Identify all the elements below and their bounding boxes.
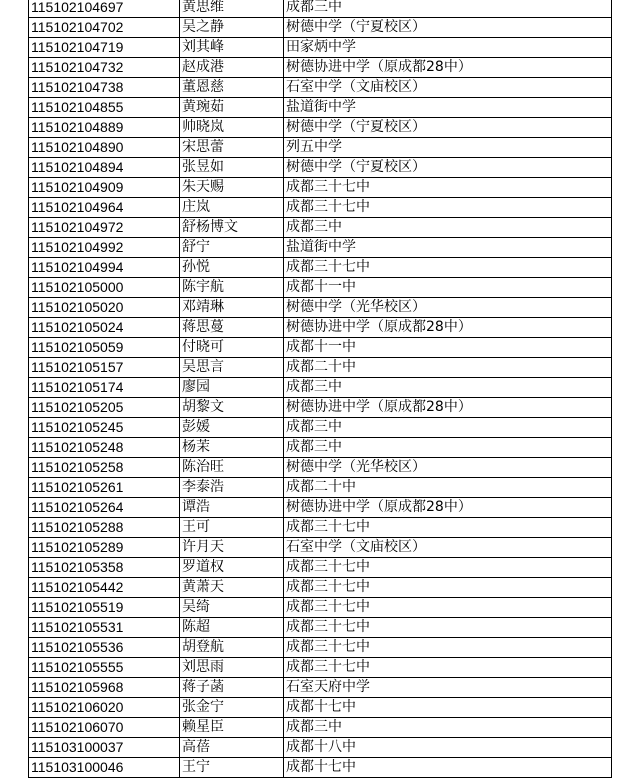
school-name-cell: 树德中学（宁夏校区）	[284, 158, 612, 178]
exam-id-cell: 115102105968	[29, 678, 180, 698]
school-name-cell: 成都十一中	[284, 338, 612, 358]
student-name-cell: 张昱如	[180, 158, 284, 178]
school-name-cell: 盐道街中学	[284, 238, 612, 258]
school-name-cell: 树德中学（宁夏校区）	[284, 18, 612, 38]
exam-id-cell: 115102105442	[29, 578, 180, 598]
table-row	[29, 198, 612, 218]
table-row	[29, 358, 612, 378]
exam-id-cell: 115102105059	[29, 338, 180, 358]
table-row	[29, 398, 612, 418]
school-name-cell: 成都三中	[284, 418, 612, 438]
student-name-cell: 董恩慈	[180, 78, 284, 98]
school-name-cell: 成都三十七中	[284, 178, 612, 198]
table-row	[29, 278, 612, 298]
table-row	[29, 38, 612, 58]
school-name-cell: 树德协进中学（原成都28中）	[284, 58, 612, 78]
table-row	[29, 318, 612, 338]
school-name-cell: 盐道街中学	[284, 98, 612, 118]
exam-id-cell: 115102105020	[29, 298, 180, 318]
student-school-table	[28, 0, 612, 778]
exam-id-cell: 115102104719	[29, 38, 180, 58]
table-row	[29, 158, 612, 178]
table-row	[29, 698, 612, 718]
exam-id-cell: 115102105288	[29, 518, 180, 538]
school-name-cell: 成都三中	[284, 438, 612, 458]
table-row	[29, 658, 612, 678]
table-row	[29, 218, 612, 238]
exam-id-cell: 115102105264	[29, 498, 180, 518]
exam-id-cell: 115102105024	[29, 318, 180, 338]
student-name-cell: 孙悦	[180, 258, 284, 278]
exam-id-cell: 115102105258	[29, 458, 180, 478]
table-body	[29, 0, 612, 778]
table-row	[29, 58, 612, 78]
student-name-cell: 黄思维	[180, 0, 284, 18]
table-row	[29, 678, 612, 698]
table-row	[29, 18, 612, 38]
exam-id-cell: 115102105157	[29, 358, 180, 378]
student-name-cell: 黄萧天	[180, 578, 284, 598]
school-name-cell: 成都三十七中	[284, 598, 612, 618]
exam-id-cell: 115102105531	[29, 618, 180, 638]
school-name-cell: 成都二十中	[284, 478, 612, 498]
student-name-cell: 廖园	[180, 378, 284, 398]
student-name-cell: 胡黎文	[180, 398, 284, 418]
table-row	[29, 338, 612, 358]
student-name-cell: 黄琬茹	[180, 98, 284, 118]
school-name-cell: 成都三十七中	[284, 558, 612, 578]
school-name-cell: 成都三十七中	[284, 258, 612, 278]
student-name-cell: 胡登航	[180, 638, 284, 658]
exam-id-cell: 115102105174	[29, 378, 180, 398]
table-row	[29, 418, 612, 438]
student-name-cell: 王可	[180, 518, 284, 538]
table-row	[29, 438, 612, 458]
school-name-cell: 列五中学	[284, 138, 612, 158]
student-name-cell: 付晓可	[180, 338, 284, 358]
student-name-cell: 刘其峰	[180, 38, 284, 58]
table-row	[29, 498, 612, 518]
student-name-cell: 邓靖琳	[180, 298, 284, 318]
school-name-cell: 成都三中	[284, 0, 612, 18]
student-name-cell: 刘思雨	[180, 658, 284, 678]
table-row	[29, 118, 612, 138]
student-name-cell: 吴之静	[180, 18, 284, 38]
exam-id-cell: 115102104992	[29, 238, 180, 258]
school-name-cell: 成都三十七中	[284, 658, 612, 678]
student-name-cell: 舒杨博文	[180, 218, 284, 238]
table-row	[29, 78, 612, 98]
school-name-cell: 成都三中	[284, 718, 612, 738]
school-name-cell: 树德协进中学（原成都28中）	[284, 398, 612, 418]
exam-id-cell: 115102104909	[29, 178, 180, 198]
student-name-cell: 王宁	[180, 758, 284, 778]
exam-id-cell: 115102104894	[29, 158, 180, 178]
school-name-cell: 成都十七中	[284, 758, 612, 778]
student-name-cell: 舒宁	[180, 238, 284, 258]
exam-id-cell: 115102105261	[29, 478, 180, 498]
exam-id-cell: 115102105205	[29, 398, 180, 418]
student-name-cell: 陈治旺	[180, 458, 284, 478]
table-row	[29, 258, 612, 278]
table-row	[29, 638, 612, 658]
student-name-cell: 蒋思蔓	[180, 318, 284, 338]
student-name-cell: 陈超	[180, 618, 284, 638]
table-row	[29, 598, 612, 618]
school-name-cell: 石室中学（文庙校区）	[284, 78, 612, 98]
school-name-cell: 树德协进中学（原成都28中）	[284, 318, 612, 338]
exam-id-cell: 115102105555	[29, 658, 180, 678]
school-name-cell: 树德中学（宁夏校区）	[284, 118, 612, 138]
table-row	[29, 0, 612, 18]
school-name-cell: 成都三十七中	[284, 578, 612, 598]
table-row	[29, 758, 612, 778]
school-name-cell: 成都三十七中	[284, 618, 612, 638]
student-name-cell: 杨茉	[180, 438, 284, 458]
school-name-cell: 树德中学（光华校区）	[284, 458, 612, 478]
student-name-cell: 高蓓	[180, 738, 284, 758]
exam-id-cell: 115102105519	[29, 598, 180, 618]
exam-id-cell: 115102104890	[29, 138, 180, 158]
student-name-cell: 罗道权	[180, 558, 284, 578]
exam-id-cell: 115102105289	[29, 538, 180, 558]
school-name-cell: 成都三中	[284, 378, 612, 398]
exam-id-cell: 115102104964	[29, 198, 180, 218]
exam-id-cell: 115102105536	[29, 638, 180, 658]
exam-id-cell: 115102104889	[29, 118, 180, 138]
exam-id-cell: 115102105358	[29, 558, 180, 578]
school-name-cell: 石室天府中学	[284, 678, 612, 698]
student-name-cell: 许月天	[180, 538, 284, 558]
student-name-cell: 吴绮	[180, 598, 284, 618]
school-name-cell: 成都三十七中	[284, 518, 612, 538]
student-name-cell: 吴思言	[180, 358, 284, 378]
exam-id-cell: 115102104994	[29, 258, 180, 278]
school-name-cell: 成都十七中	[284, 698, 612, 718]
exam-id-cell: 115102104732	[29, 58, 180, 78]
student-name-cell: 庄岚	[180, 198, 284, 218]
school-name-cell: 成都二十中	[284, 358, 612, 378]
student-name-cell: 赵成港	[180, 58, 284, 78]
exam-id-cell: 115102104697	[29, 0, 180, 18]
student-name-cell: 李泰浩	[180, 478, 284, 498]
exam-id-cell: 115102104855	[29, 98, 180, 118]
table-row	[29, 518, 612, 538]
table-row	[29, 538, 612, 558]
table-row	[29, 558, 612, 578]
exam-id-cell: 115102106070	[29, 718, 180, 738]
student-name-cell: 陈宇航	[180, 278, 284, 298]
student-name-cell: 朱天赐	[180, 178, 284, 198]
table-row	[29, 718, 612, 738]
exam-id-cell: 115102105248	[29, 438, 180, 458]
exam-id-cell: 115102104702	[29, 18, 180, 38]
table-row	[29, 238, 612, 258]
table-row	[29, 618, 612, 638]
school-name-cell: 成都三十七中	[284, 198, 612, 218]
table-row	[29, 458, 612, 478]
student-name-cell: 帅晓岚	[180, 118, 284, 138]
student-name-cell: 蒋子菡	[180, 678, 284, 698]
student-name-cell: 宋思蕾	[180, 138, 284, 158]
school-name-cell: 成都三中	[284, 218, 612, 238]
exam-id-cell: 115102104738	[29, 78, 180, 98]
school-name-cell: 成都三十七中	[284, 638, 612, 658]
school-name-cell: 树德协进中学（原成都28中）	[284, 498, 612, 518]
table-row	[29, 378, 612, 398]
school-name-cell: 成都十八中	[284, 738, 612, 758]
school-name-cell: 成都十一中	[284, 278, 612, 298]
exam-id-cell: 115103100037	[29, 738, 180, 758]
student-name-cell: 张金宁	[180, 698, 284, 718]
table-row	[29, 738, 612, 758]
table-row	[29, 138, 612, 158]
table-row	[29, 98, 612, 118]
table-row	[29, 478, 612, 498]
student-name-cell: 谭浩	[180, 498, 284, 518]
table-row	[29, 298, 612, 318]
exam-id-cell: 115102104972	[29, 218, 180, 238]
exam-id-cell: 115102105000	[29, 278, 180, 298]
school-name-cell: 树德中学（光华校区）	[284, 298, 612, 318]
table-row	[29, 178, 612, 198]
school-name-cell: 田家炳中学	[284, 38, 612, 58]
student-name-cell: 赖星臣	[180, 718, 284, 738]
school-name-cell: 石室中学（文庙校区）	[284, 538, 612, 558]
exam-id-cell: 115102105245	[29, 418, 180, 438]
table-row	[29, 578, 612, 598]
student-name-cell: 彭媛	[180, 418, 284, 438]
exam-id-cell: 115103100046	[29, 758, 180, 778]
exam-id-cell: 115102106020	[29, 698, 180, 718]
